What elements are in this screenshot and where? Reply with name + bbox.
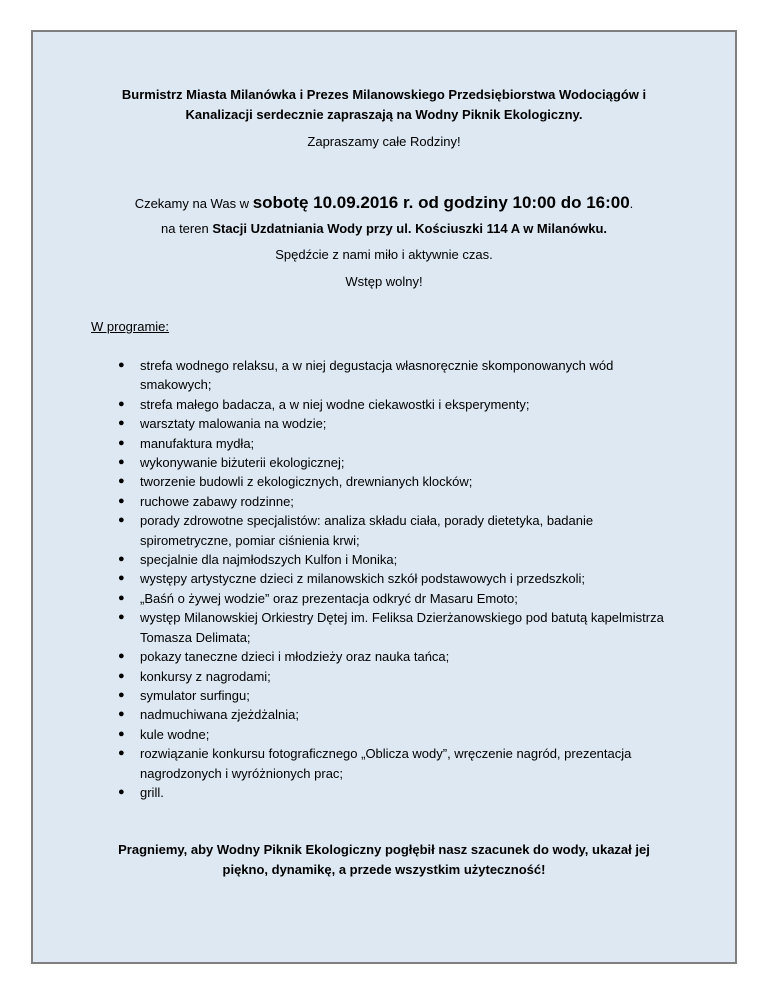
- program-item: [118, 725, 678, 744]
- bullet-icon: ●: [118, 688, 125, 701]
- event-place: Stacji Uzdatniania Wody przy ul. Kościuszki 114 A w Milanówku.: [212, 221, 607, 236]
- program-item: [118, 569, 678, 588]
- program-item: [118, 744, 678, 783]
- program-item: [118, 705, 678, 724]
- program-item-text: specjalnie dla najmłodszych Kulfon i Monika;: [140, 552, 398, 568]
- bullet-icon: ●: [118, 747, 125, 760]
- bullet-icon: ●: [118, 650, 125, 663]
- program-heading: W programie:: [91, 319, 170, 334]
- program-item: [118, 647, 678, 666]
- bullet-icon: ●: [118, 669, 125, 682]
- program-item: [118, 434, 678, 453]
- bullet-icon: ●: [118, 359, 125, 371]
- program-item-text: symulator surfingu;: [140, 687, 250, 703]
- bullet-icon: ●: [118, 514, 125, 527]
- event-date-line: [33, 193, 735, 214]
- event-date: sobotę 10.09.2016 r. od godziny 10:00 do 16:00: [252, 193, 630, 212]
- bullet-icon: ●: [118, 397, 125, 410]
- program-item: [118, 783, 678, 802]
- bullet-icon: ●: [118, 494, 125, 507]
- free-entry-text: Wstęp wolny!: [345, 274, 423, 289]
- bullet-icon: ●: [118, 456, 125, 469]
- invitation-title: Burmistrz Miasta Milanówka i Prezes Milanowskiego Przedsiębiorstwa Wodociągów i Kanalizacji serdecznie zapraszają na Wodny Piknik Ekologiczny.: [121, 87, 647, 122]
- program-item-text: strefa małego badacza, a w niej wodne ciekawostki i eksperymenty;: [140, 396, 530, 412]
- bullet-icon: ●: [118, 553, 125, 566]
- program-item-text: wykonywanie biżuterii ekologicznej;: [140, 455, 345, 471]
- program-item-text: tworzenie budowli z ekologicznych, drewnianych klocków;: [140, 474, 473, 490]
- program-item-text: występ Milanowskiej Orkiestry Dętej im. Feliksa Dzierżanowskiego pod batutą kapelmistrza Tomasza Delimata;: [140, 610, 664, 645]
- spend-time-text: Spędźcie z nami miło i aktywnie czas.: [275, 247, 493, 262]
- program-item: [118, 608, 678, 647]
- program-item: [118, 395, 678, 414]
- bullet-icon: ●: [118, 436, 125, 449]
- program-item-text: pokazy taneczne dzieci i młodzieży oraz nauka tańca;: [140, 649, 450, 665]
- date-prefix: Czekamy na Was w: [134, 196, 253, 211]
- program-item-text: warsztaty malowania na wodzie;: [140, 416, 327, 432]
- program-item-text: ruchowe zabawy rodzinne;: [140, 493, 294, 509]
- bullet-icon: ●: [118, 475, 125, 488]
- invitation-card: [31, 30, 737, 964]
- program-item-text: konkursy z nagrodami;: [140, 668, 271, 684]
- program-item: [118, 589, 678, 608]
- bullet-icon: ●: [118, 785, 125, 798]
- program-item: [118, 667, 678, 686]
- program-item-text: strefa wodnego relaksu, a w niej degustacja własnoręcznie skomponowanych wód smakowych;: [140, 358, 614, 393]
- program-item-text: grill.: [140, 784, 164, 800]
- bullet-icon: ●: [118, 591, 125, 604]
- families-invite: Zapraszamy całe Rodziny!: [307, 134, 461, 149]
- date-suffix: .: [629, 196, 634, 211]
- program-item: [118, 511, 678, 550]
- program-item-text: rozwiązanie konkursu fotograficznego „Oblicza wody”, wręczenie nagród, prezentacja nagrodzonych i wyróżnionych prac;: [140, 746, 632, 781]
- bullet-icon: ●: [118, 727, 125, 740]
- program-item-text: porady zdrowotne specjalistów: analiza składu ciała, porady dietetyka, badanie spirometryczne, pomiar ciśnienia krwi;: [140, 513, 594, 548]
- bullet-icon: ●: [118, 417, 125, 430]
- bullet-icon: ●: [118, 708, 125, 721]
- program-item-text: manufaktura mydła;: [140, 435, 255, 451]
- program-item: [118, 550, 678, 569]
- bullet-icon: ●: [118, 572, 125, 585]
- program-item-text: występy artystyczne dzieci z milanowskich szkół podstawowych i przedszkoli;: [140, 571, 586, 587]
- program-item: [118, 472, 678, 491]
- closing-statement: Pragniemy, aby Wodny Piknik Ekologiczny pogłębił nasz szacunek do wody, ukazał jej piękno, dynamikę, a przede wszystkim użyteczność!: [118, 842, 650, 877]
- program-item: [118, 492, 678, 511]
- event-place-line: [33, 219, 735, 239]
- bullet-icon: ●: [118, 611, 125, 624]
- program-item: [118, 453, 678, 472]
- program-item: [118, 686, 678, 705]
- program-item-text: „Baśń o żywej wodzie” oraz prezentacja odkryć dr Masaru Emoto;: [140, 590, 518, 606]
- program-item: [118, 414, 678, 433]
- program-item: [118, 356, 678, 395]
- program-item-text: nadmuchiwana zjeżdżalnia;: [140, 707, 299, 723]
- program-item-text: kule wodne;: [140, 726, 210, 742]
- place-prefix: na teren: [161, 221, 213, 236]
- program-list: [118, 356, 678, 802]
